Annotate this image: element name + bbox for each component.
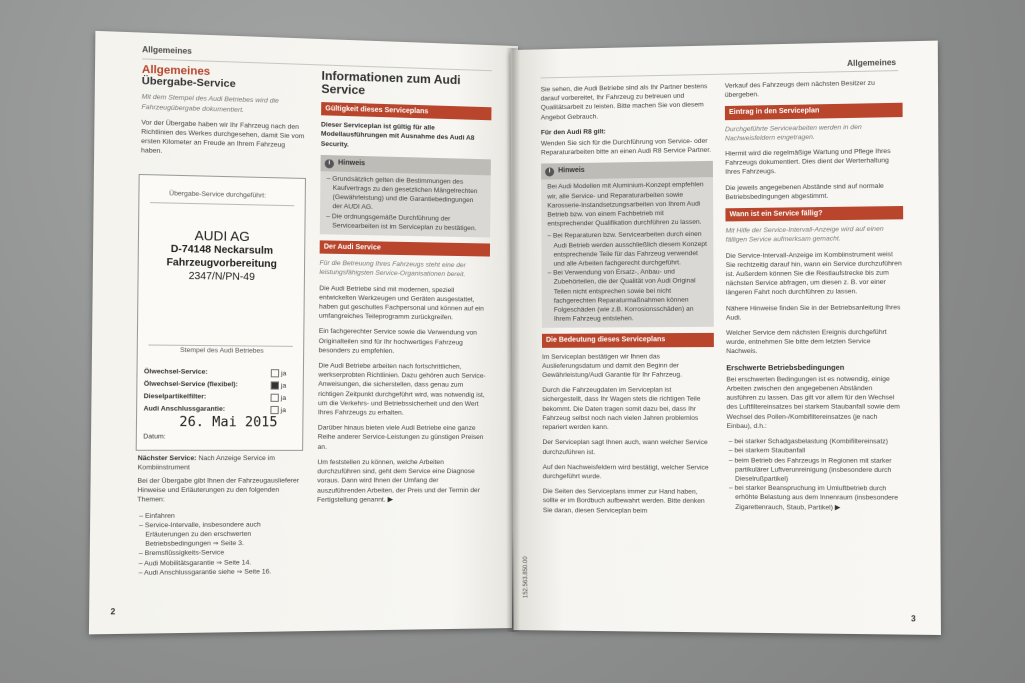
- section-bar-bedeutung: Die Bedeutung dieses Serviceplans: [542, 333, 714, 347]
- checkbox: [271, 369, 279, 377]
- hinweis-item: – Bei Verwendung von Ersatz-, Anbau- und Zubehörteilen, die der Qualität von Audi Original Teilen nicht entsprechen sowie bei nicht fachgerechten Reparaturmaßnahmen können Folgeschäden (wie z.B. Korrosionsschäden) an Ihrem Fahrzeug entstehen.: [554, 267, 708, 324]
- erschwerte-text: Bei erschwerten Bedingungen ist es notwendig, einige Arbeiten zwischen den angegebenen Abständen ausführen zu lassen. Das gilt vor allem für den Wechsel des Luftfiltereinsatzes bei starkem Staubanfall sowie dem Wechsel des Pollen-/Kombifiltereinsatzes (je nach Einbau), d.h.:: [726, 375, 900, 430]
- after-box-text: Bei der Übergabe gibt Ihnen der Fahrzeugauslieferer Hinweise und Erläuterungen zu den folgenden Themen:: [137, 477, 300, 504]
- continue-arrow-icon: ▶: [387, 496, 394, 504]
- checkbox: [270, 394, 278, 402]
- section-bar-gueltigkeit: Gültigkeit dieses Serviceplans: [321, 102, 491, 120]
- section-bar-eintrag: Eintrag in den Serviceplan: [725, 103, 903, 120]
- audi-service-italic: Für die Betreuung Ihres Fahrzeugs steht eine der leistungsfähigsten Service-Organisationen bereit.: [319, 259, 466, 279]
- right-column-1: [541, 82, 715, 522]
- paragraph: Die Seiten des Serviceplans immer zur Hand haben, sollte er im Bordbuch aufbewahrt werden. Bitte denken Sie daran, diesen Serviceplan beim: [542, 488, 705, 515]
- field-guarantee: Audi Anschlussgarantie: ja: [143, 405, 287, 414]
- field-oil-service-flexible: Ölwechsel-Service (flexibel): ja: [143, 380, 287, 390]
- hinweis-intro: Bei Audi Modellen mit Aluminium-Konzept empfehlen wir, alle Service- und Reparaturarbeiten sowie Karosserie-Instandsetzungsarbeiten von Ihrem Audi Betrieb bzw. von einem Fachbetrieb mit entsprechender Qualifikation durchführen zu lassen.: [547, 181, 704, 228]
- stamp-line-code: 2347/N/PN-49: [188, 270, 255, 284]
- hinweis-item: – Die ordnungsgemäße Durchführung der Servicearbeiten ist im Serviceplan zu bestätigen.: [332, 212, 484, 234]
- next-service: Nächster Service: Nach Anzeige Service im Kombiinstrument: [137, 454, 276, 472]
- section-bar-wann: Wann ist ein Service fällig?: [725, 206, 903, 222]
- paragraph: Die Audi Betriebe arbeiten nach fortschrittlichen, werkserprobten Richtlinien. Dazu gehören auch Service-Anweisungen, die sicherstellen, dass genau zum richtigen Zeitpunkt durchgeführt wird, was notwendig ist, um die Verkehrs- und Betriebssicherheit und den Wert Ihres Fahrzeugs zu erhalten.: [317, 362, 486, 417]
- checkbox-checked: [270, 381, 278, 389]
- stamp-caption: Stempel des Audi Betriebes: [180, 346, 264, 355]
- stamp-caption-top: Übergabe-Service durchgeführt:: [169, 190, 266, 200]
- hinweis-header: i Hinweis: [541, 161, 713, 180]
- paragraph: Im Serviceplan bestätigen wir Ihnen das Auslieferungsdatum und damit den Beginn der Gewährleistung/Audi Garantie für Ihr Fahrzeug.: [542, 353, 683, 379]
- book-spine-shadow: [506, 48, 520, 632]
- topic-list: [136, 511, 302, 578]
- right-page: [510, 41, 940, 635]
- list-item: – bei starkem Staubanfall: [735, 447, 905, 457]
- page-number-right: 3: [911, 614, 916, 624]
- paragraph: Durch die Fahrzeugdaten im Serviceplan ist sichergestellt, dass Ihr Wagen stets die richtigen Teile bekommt. Die Daten tragen somit dazu bei, dass Ihr Fahrzeug selbst noch nach vielen Jahren problemlos repariert werden kann.: [542, 386, 701, 432]
- subtitle: Übergabe-Service: [141, 75, 236, 91]
- eintrag-italic: Durchgeführte Servicearbeiten werden in den Nachweisfeldern eingetragen.: [724, 123, 862, 143]
- stamp-line-department: Fahrzeugvorbereitung: [166, 257, 277, 271]
- intro-text: Vor der Übergabe haben wir Ihr Fahrzeug nach den Richtlinien des Werkes durchgesehen, damit Sie vom ersten Kilometer an Freude an Ihrem Fahrzeug haben.: [140, 119, 305, 156]
- paragraph: Die Audi Betriebe sind mit modernen, speziell entwickelten Werkzeugen und Geräten ausgestattet, haben gut geschultes Fachpersonal und können auf ein umfangreiches Teileprogramm zurückgreifen.: [318, 284, 484, 322]
- section-bar-audi-service: Der Audi Service: [320, 240, 490, 256]
- running-head-right: Allgemeines: [847, 57, 897, 69]
- info-icon: i: [545, 168, 554, 177]
- paragraph: Verkauf des Fahrzeugs dem nächsten Besitzer zu übergeben.: [724, 79, 875, 100]
- hinweis-header: i Hinweis: [320, 155, 490, 175]
- list-item: – Audi Anschlussgarantie siehe ⇒ Seite 16.: [145, 567, 302, 578]
- document-code: 152.563.850.00: [523, 556, 530, 599]
- info-icon: i: [325, 159, 334, 168]
- page-number-left: 2: [110, 607, 116, 617]
- paragraph: Nähere Hinweise finden Sie in der Betriebsanleitung Ihres Audi.: [725, 303, 901, 322]
- stamp-rule: [150, 202, 294, 206]
- paragraph: Sie sehen, die Audi Betriebe sind als Ihr Partner bestens darauf vorbereitet, Ihr Fahrzeug zu betreuen und Qualitätsarbeit zu leisten. Bitte machen Sie von diesem Angebot Gebrauch.: [540, 83, 708, 122]
- list-item: – Audi Mobilitätsgarantie ⇒ Seite 14.: [145, 557, 302, 568]
- checkbox: [270, 406, 278, 414]
- handover-stamp-box: [136, 174, 306, 451]
- list-item: – Service-Intervalle, insbesondere auch Erläuterungen zu den erschwerten Betriebsbedingungen ⇒ Seite 3.: [145, 520, 302, 549]
- paragraph: Welcher Service dem nächsten Ereignis durchgeführt wurde, entnehmen Sie bitte dem letzten Service Nachweis.: [726, 328, 887, 356]
- paragraph: Darüber hinaus bieten viele Audi Betriebe eine ganze Reihe anderer Service-Leistungen zu günstigen Preisen an.: [317, 424, 484, 451]
- erschwerte-heading: Erschwerte Betriebsbedingungen: [726, 362, 845, 372]
- r8-heading: Für den Audi R8 gilt:: [540, 128, 606, 137]
- field-oil-service: Ölwechsel-Service: ja: [143, 368, 287, 378]
- handwritten-date: 26. Mai 2015: [179, 414, 278, 431]
- left-column-2: [317, 70, 492, 511]
- right-column-2: [725, 78, 905, 512]
- gueltigkeit-text: Dieser Serviceplan ist gültig für alle Modellausführungen mit Ausnahme des Audi A8 Security.: [320, 121, 475, 149]
- paragraph: Hiermit wird die regelmäßige Wartung und Pflege Ihres Fahrzeugs dokumentiert. Dies dient der Werterhaltung Ihres Fahrzeugs.: [725, 147, 891, 177]
- r8-text: Wenden Sie sich für die Durchführung von Service- oder Reparaturarbeiten bitte an einen Audi R8 Service Partner.: [540, 137, 712, 157]
- list-item: – Bremsflüssigkeits-Service: [145, 548, 302, 559]
- header-rule: [541, 70, 899, 78]
- list-item: – beim Betrieb des Fahrzeugs in Regionen mit starker partikulärer Luftverunreinigung (insbesondere durch Dieselrußpartikel): [735, 456, 905, 484]
- paragraph: Um feststellen zu können, welche Arbeiten durchzuführen sind, geht dem Service eine Diagnose voraus. Dann wird Ihnen der Umfang der auszuführenden Arbeiten, der Preis und der Termin der Fertigstellung genannt. ▶: [316, 458, 480, 504]
- list-item: – Einfahren: [146, 511, 303, 521]
- paragraph: Der Serviceplan sagt Ihnen auch, wann welcher Service durchzuführen ist.: [542, 439, 708, 456]
- running-head-left: Allgemeines: [142, 44, 192, 56]
- erschwerte-list: [727, 437, 905, 512]
- list-item: – bei starker Beanspruchung im Umluftbetrieb durch erhöhte Belastung aus dem Innenraum (insbesondere Zigarettenrauch, Staub, Partikel) ▶: [735, 484, 905, 513]
- paragraph: Die jeweils angegebenen Abstände sind auf normale Betriebsbedingungen abgestimmt.: [725, 182, 884, 202]
- left-column-1-lower: [136, 476, 302, 578]
- section-title: Allgemeines: [141, 63, 211, 79]
- stamp-line-address: D-74148 Neckarsulm: [170, 243, 274, 257]
- paragraph: Die Service-Intervall-Anzeige im Kombiinstrument weist Sie rechtzeitig darauf hin, wann ein Service durchzuführen ist. Außerdem können Sie die Restlaufstrecke bis zum nächsten Service abfragen, um diesen z. B. vor einer längeren Fahrt noch durchführen zu lassen.: [725, 250, 902, 297]
- paragraph: Auf den Nachweisfeldern wird bestätigt, welcher Service durchgeführt wurde.: [542, 463, 709, 481]
- hinweis-item: – Bei Reparaturen bzw. Servicearbeiten durch einen Audi Betrieb werden ausschließlich diesem Konzept entsprechende Teile für das Fahrzeug verwendet und alle Arbeiten fachgerecht durchgeführt.: [553, 230, 707, 269]
- list-item: – bei starker Schadgasbelastung (Kombifiltereinsatz): [735, 437, 905, 446]
- stamp-line-company: AUDI AG: [194, 227, 250, 245]
- hinweis-item: – Grundsätzlich gelten die Bestimmungen des Kaufvertrags zu den gesetzlichen Mängelrechten (Gewährleistung) und die Garantiebedingungen der AUDI AG.: [332, 174, 484, 215]
- left-page: [89, 31, 518, 635]
- date-label: Datum:: [143, 433, 166, 441]
- paragraph: Ein fachgerechter Service sowie die Verwendung von Originalteilen sind für Ihr hochwertiges Fahrzeug besonders zu empfehlen.: [318, 328, 477, 355]
- wann-italic: Mit Hilfe der Service-Intervall-Anzeige wird auf einen fälligen Service aufmerksam gemacht.: [725, 225, 884, 245]
- left-column-1: [140, 63, 307, 167]
- hinweis-box: [320, 155, 491, 238]
- field-diesel-filter: Dieselpartikelfilter: ja: [143, 392, 287, 402]
- intro-italic: Mit dem Stempel des Audi Betriebes wird die Fahrzeugübergabe dokumentiert.: [141, 93, 279, 114]
- column-title: Informationen zum Audi Service: [321, 68, 461, 98]
- continue-arrow-icon: ▶: [834, 503, 841, 512]
- hinweis-box: [541, 161, 714, 328]
